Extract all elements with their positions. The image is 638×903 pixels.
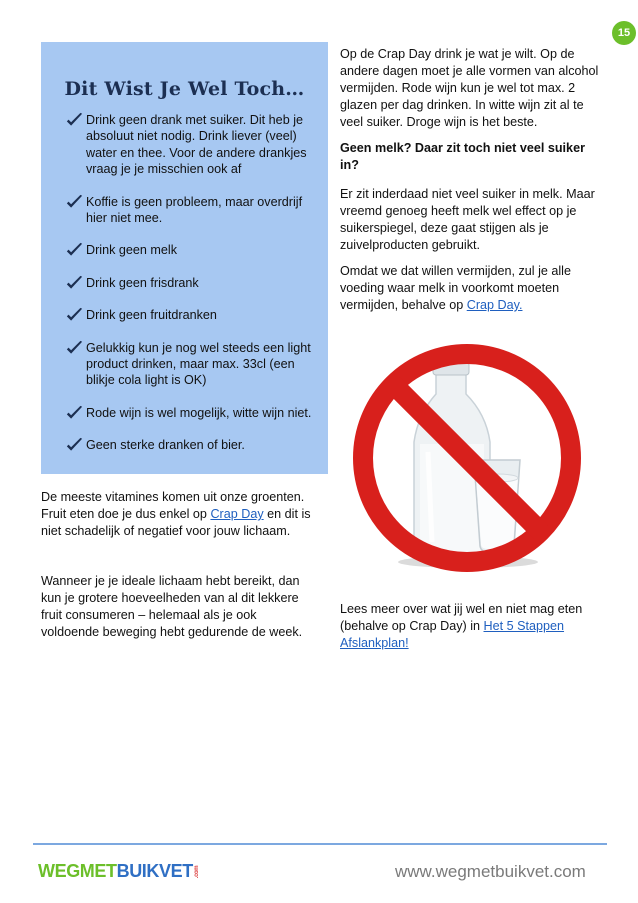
no-milk-image (340, 332, 594, 584)
read-more-paragraph (340, 601, 605, 652)
logo-text-part2: BUIKVET (116, 861, 193, 881)
checklist-item-text: Drink geen fruitdranken (86, 308, 217, 323)
checklist-item (66, 307, 321, 323)
avoid-milk-paragraph (340, 263, 605, 314)
tips-sidebar-box (41, 42, 328, 474)
crap-day-drink-paragraph: Op de Crap Day drink je wat je wilt. Op de andere dagen moet je alle vormen van alcohol vermijden. Rode wijn kun je wel tot max. 2 glazen per dag drinken. In witte wijn zit al te veel suiker. Droge wijn is het beste. (340, 47, 599, 129)
checkmark-icon (66, 340, 83, 357)
checkmark-icon (66, 242, 83, 259)
checklist-item (66, 242, 321, 258)
logo-text-part1: WEGMET (38, 861, 117, 881)
tips-checklist (66, 112, 321, 470)
checklist-item (66, 340, 321, 389)
checkmark-icon (66, 194, 83, 211)
milk-sugar-paragraph: Er zit inderdaad niet veel suiker in melk. Maar vreemd genoeg heeft melk wel effect op je suikerspiegel, deze gaat stijgen als je zuivelproducten gebruikt. (340, 187, 595, 252)
checklist-item-text: Geen sterke dranken of bier. (86, 438, 245, 453)
checkmark-icon (66, 112, 83, 129)
logo-com: .com (194, 866, 201, 879)
crap-day-link[interactable]: Crap Day (210, 507, 264, 521)
afslankplan-link[interactable]: Het 5 Stappen Afslankplan! (340, 619, 565, 650)
checklist-item (66, 405, 321, 421)
ideal-body-paragraph: Wanneer je je ideale lichaam hebt bereikt, dan kun je grotere hoeveelheden van al dit lekkere fruit consumeren – helemaal als je ook voldoende beweging hebt gedurende de week. (41, 574, 303, 639)
crap-day-link-2[interactable]: Crap Day. (466, 298, 523, 312)
checklist-item-text: Koffie is geen probleem, maar overdrijf hier niet mee. (86, 194, 303, 226)
checklist-item (66, 437, 321, 453)
checklist-item (66, 275, 321, 291)
milk-question-heading: Geen melk? Daar zit toch niet veel suiker in? (340, 141, 585, 172)
sidebar-title: Dit Wist Je Wel Toch… (64, 78, 305, 100)
checklist-item-text: Gelukkig kun je nog wel steeds een light product drinken, maar max. 33cl (een blikje cola light is OK) (86, 340, 311, 388)
checklist-item-text: Drink geen drank met suiker. Dit heb je absoluut niet nodig. Drink liever (veel) water en thee. Voor de andere drankjes vraag je je misschien ook af (86, 113, 307, 177)
avoid-milk-text: Omdat we dat willen vermijden, zul je alle voeding waar melk in voorkomt moeten vermijden, behalve op (340, 264, 571, 312)
vitamins-text-end: en dit is niet schadelijk of negatief voor jouw lichaam. (41, 507, 311, 538)
checkmark-icon (66, 307, 83, 324)
footer-divider (33, 843, 607, 845)
checklist-item (66, 194, 321, 227)
checkmark-icon (66, 437, 83, 454)
checklist-item-text: Drink geen frisdrank (86, 275, 199, 290)
checkmark-icon (66, 405, 83, 422)
checklist-item-text: Rode wijn is wel mogelijk, witte wijn niet. (86, 405, 312, 420)
wegmetbuikvet-logo (38, 861, 203, 882)
vitamins-text: De meeste vitamines komen uit onze groenten. Fruit eten doe je dus enkel op (41, 490, 305, 521)
checklist-item (66, 112, 321, 178)
checklist-item-text: Drink geen melk (86, 243, 177, 258)
vitamins-paragraph (41, 489, 311, 540)
checkmark-icon (66, 275, 83, 292)
read-more-text: Lees meer over wat jij wel en niet mag eten (behalve op Crap Day) in (340, 602, 583, 633)
page-number: 15 (612, 21, 636, 45)
footer-website-url[interactable]: www.wegmetbuikvet.com (395, 862, 586, 881)
